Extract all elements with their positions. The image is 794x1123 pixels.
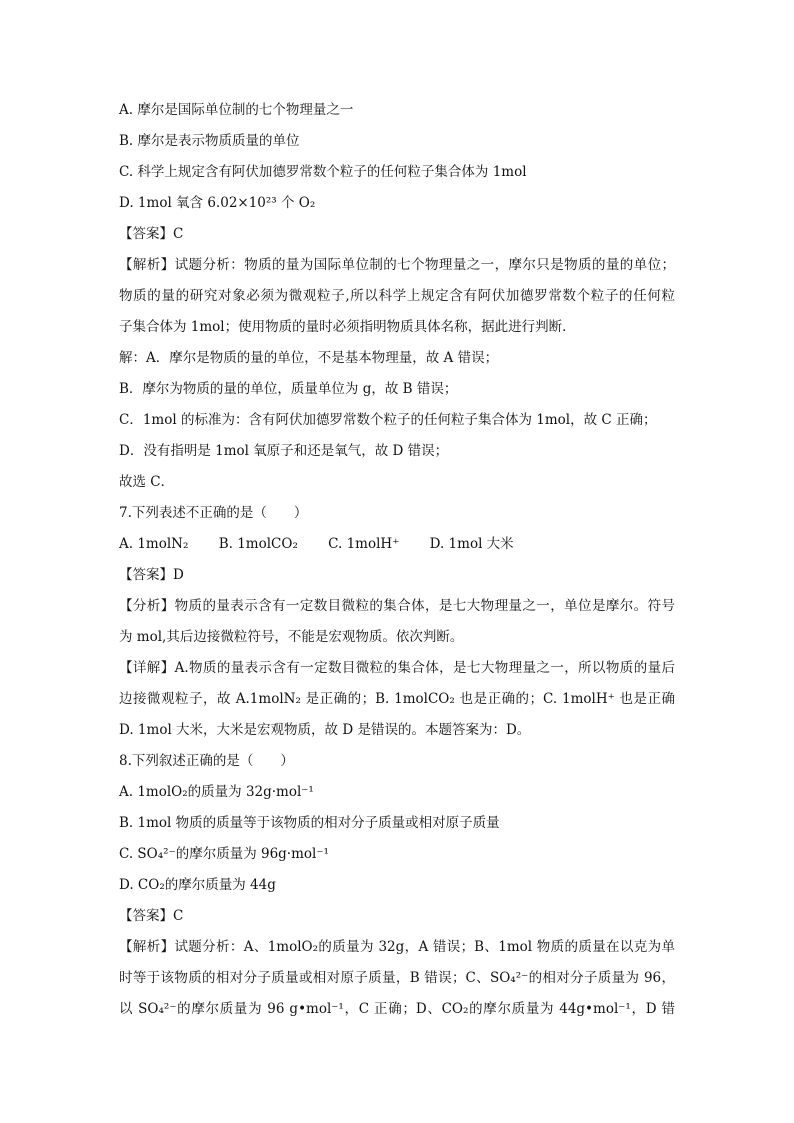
q6-option-c: C. 科学上规定含有阿伏加德罗常数个粒子的任何粒子集合体为 1mol: [119, 164, 527, 180]
q6-answer: 【答案】C: [119, 226, 184, 242]
q8-analysis-line: 以 SO₄²⁻的摩尔质量为 96 g•mol⁻¹，C 正确；D、CO₂的摩尔质量为 44g•mol⁻¹，D 错: [119, 1001, 675, 1017]
q6-analysis-line: B．摩尔为物质的量的单位，质量单位为 g，故 B 错误；: [119, 381, 458, 397]
q7-xiangjie-line: D. 1mol 大米，大米是宏观物质，故 D 是错误的。本题答案为：D。: [119, 722, 531, 738]
q8-option-c: C. SO₄²⁻的摩尔质量为 96g·mol⁻¹: [119, 846, 329, 862]
q6-analysis-line: D．没有指明是 1mol 氧原子和还是氧气，故 D 错误；: [119, 443, 449, 459]
q6-analysis-line: C．1mol 的标准为：含有阿伏加德罗常数个粒子的任何粒子集合体为 1mol，故 C 正确；: [119, 412, 657, 428]
q7-fenxi-line: 为 mol,其后边接微粒符号，不能是宏观物质。依次判断。: [119, 629, 464, 645]
q6-analysis-line: 【解析】试题分析：物质的量为国际单位制的七个物理量之一，摩尔只是物质的量的单位；: [119, 257, 675, 273]
q8-analysis-line: 【解析】试题分析：A、1molO₂的质量为 32g，A 错误；B、1mol 物质的质量在以克为单: [119, 939, 675, 955]
q6-analysis-line: 故选 C．: [119, 474, 175, 490]
q7-option-a: A. 1molN₂: [119, 536, 189, 552]
q7-xiangjie-line: 边接微观粒子，故 A.1molN₂ 是正确的；B. 1molCO₂ 也是正确的；C. 1molH⁺ 也是正确: [119, 691, 675, 707]
q7-option-b: B. 1molCO₂: [218, 536, 298, 552]
q7-stem: 7.下列表述不正确的是（ ）: [119, 505, 308, 521]
q8-option-a: A. 1molO₂的质量为 32g·mol⁻¹: [119, 784, 314, 800]
document-page: [119, 100, 675, 1030]
q8-option-d: D. CO₂的摩尔质量为 44g: [119, 877, 276, 893]
q6-analysis-line: 子集合体为 1mol；使用物质的量时必须指明物质具体名称，据此进行判断．: [119, 319, 576, 335]
q6-analysis-line: 物质的量的研究对象必须为微观粒子,所以科学上规定含有阿伏加德罗常数个粒子的任何粒: [119, 288, 675, 304]
q6-option-d: D. 1mol 氧含 6.02×10²³ 个 O₂: [119, 195, 316, 211]
q7-option-c: C. 1molH⁺: [328, 536, 400, 552]
q7-xiangjie-line: 【详解】A.物质的量表示含有一定数目微粒的集合体，是七大物理量之一，所以物质的量后: [119, 660, 675, 676]
q8-answer: 【答案】C: [119, 908, 184, 924]
q8-option-b: B. 1mol 物质的质量等于该物质的相对分子质量或相对原子质量: [119, 815, 500, 831]
q8-analysis-line: 时等于该物质的相对分子质量或相对原子质量，B 错误；C、SO₄²⁻的相对分子质量为 96，: [119, 970, 675, 986]
q7-options: [119, 534, 675, 554]
q8-stem: 8.下列叙述正确的是（ ）: [119, 753, 294, 769]
q7-option-d: D. 1mol 大米: [429, 536, 514, 552]
q7-answer: 【答案】D: [119, 567, 184, 583]
q7-fenxi-line: 【分析】物质的量表示含有一定数目微粒的集合体，是七大物理量之一，单位是摩尔。符号: [119, 598, 675, 614]
q6-option-a: A. 摩尔是国际单位制的七个物理量之一: [119, 102, 354, 118]
q6-analysis-line: 解：A．摩尔是物质的量的单位，不是基本物理量，故 A 错误；: [119, 350, 499, 366]
q6-option-b: B. 摩尔是表示物质质量的单位: [119, 133, 300, 149]
